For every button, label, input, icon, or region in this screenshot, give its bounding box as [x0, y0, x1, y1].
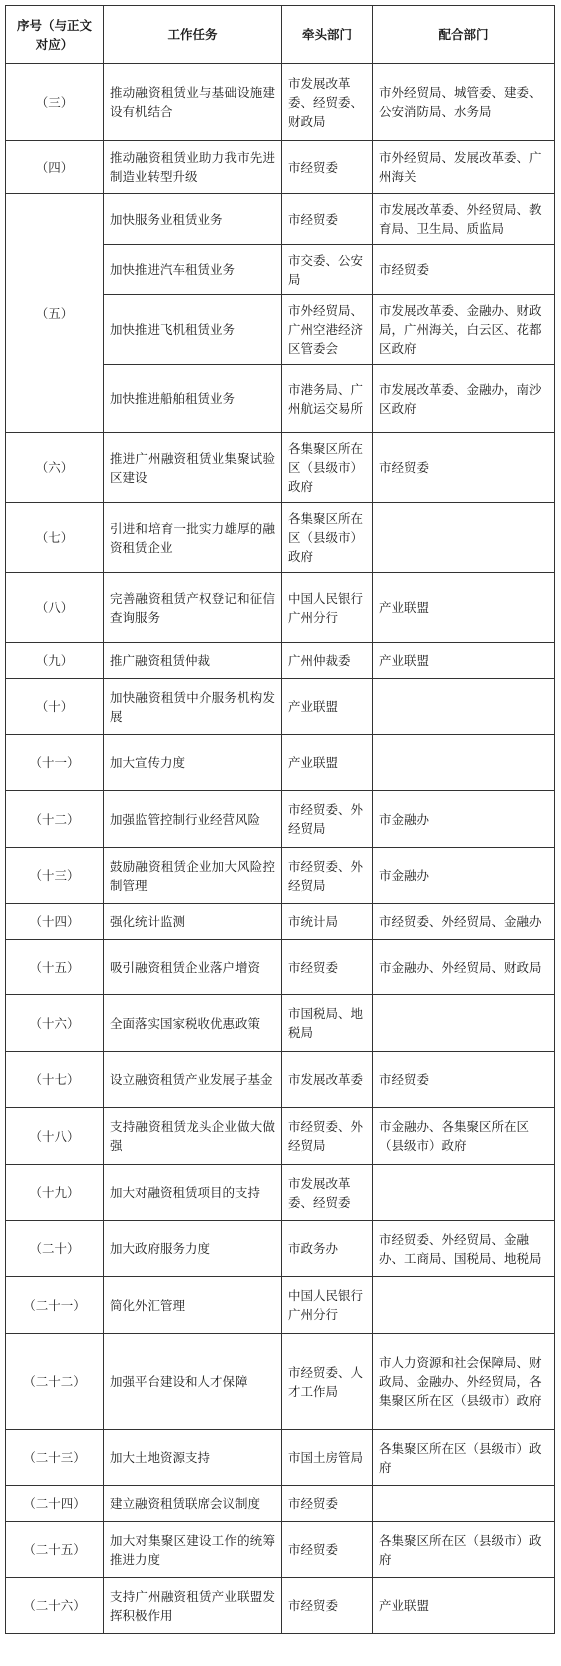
coop-cell: 市金融办、各集聚区所在区（县级市）政府 [373, 1108, 555, 1165]
seq-cell: （十二） [6, 791, 104, 848]
header-lead: 牵头部门 [282, 6, 373, 64]
coop-cell: 产业联盟 [373, 573, 555, 643]
coop-cell: 市金融办 [373, 791, 555, 848]
task-table [5, 5, 555, 1634]
table-row [6, 1165, 555, 1221]
coop-cell: 市经贸委、外经贸局、金融办、工商局、国税局、地税局 [373, 1221, 555, 1277]
seq-cell: （十九） [6, 1165, 104, 1221]
coop-cell: 市金融办、外经贸局、财政局 [373, 940, 555, 995]
coop-cell [373, 679, 555, 735]
task-cell: 加强监管控制行业经营风险 [104, 791, 282, 848]
seq-cell: （六） [6, 433, 104, 503]
lead-cell: 市统计局 [282, 904, 373, 940]
table-row [6, 1108, 555, 1165]
lead-cell: 市发展改革委、经贸委、财政局 [282, 64, 373, 141]
table-row [6, 679, 555, 735]
task-cell: 建立融资租赁联席会议制度 [104, 1486, 282, 1522]
table-row [6, 940, 555, 995]
seq-cell: （二十一） [6, 1277, 104, 1334]
seq-cell: （十一） [6, 735, 104, 791]
table-row [6, 735, 555, 791]
task-cell: 加快推进船舶租赁业务 [104, 365, 282, 433]
task-cell: 引进和培育一批实力雄厚的融资租赁企业 [104, 503, 282, 573]
coop-cell: 市发展改革委、金融办，南沙区政府 [373, 365, 555, 433]
task-cell: 完善融资租赁产权登记和征信查询服务 [104, 573, 282, 643]
seq-cell: （十四） [6, 904, 104, 940]
table-row [6, 1052, 555, 1108]
task-cell: 推动融资租赁业助力我市先进制造业转型升级 [104, 141, 282, 194]
task-cell: 加大对集聚区建设工作的统筹推进力度 [104, 1522, 282, 1578]
table-row [6, 1578, 555, 1634]
lead-cell: 中国人民银行广州分行 [282, 1277, 373, 1334]
table-row [6, 995, 555, 1052]
lead-cell: 市外经贸局、广州空港经济区管委会 [282, 295, 373, 365]
table-row [6, 1522, 555, 1578]
task-cell: 加快推进汽车租赁业务 [104, 245, 282, 295]
lead-cell: 市经贸委、外经贸局 [282, 791, 373, 848]
lead-cell: 市经贸委 [282, 940, 373, 995]
task-cell: 全面落实国家税收优惠政策 [104, 995, 282, 1052]
task-cell: 加大对融资租赁项目的支持 [104, 1165, 282, 1221]
coop-cell [373, 1165, 555, 1221]
table-row [6, 573, 555, 643]
coop-cell: 产业联盟 [373, 1578, 555, 1634]
seq-cell: （五） [6, 194, 104, 433]
task-cell: 设立融资租赁产业发展子基金 [104, 1052, 282, 1108]
task-cell: 加快推进飞机租赁业务 [104, 295, 282, 365]
lead-cell: 市政务办 [282, 1221, 373, 1277]
coop-cell: 市外经贸局、发展改革委、广州海关 [373, 141, 555, 194]
seq-cell: （二十三） [6, 1430, 104, 1486]
seq-cell: （十三） [6, 848, 104, 904]
seq-cell: （十五） [6, 940, 104, 995]
lead-cell: 市经贸委、外经贸局 [282, 848, 373, 904]
lead-cell: 市经贸委、人才工作局 [282, 1334, 373, 1430]
lead-cell: 市国土房管局 [282, 1430, 373, 1486]
header-row [6, 6, 555, 64]
lead-cell: 市经贸委 [282, 1578, 373, 1634]
coop-cell [373, 1277, 555, 1334]
lead-cell: 各集聚区所在区（县级市）政府 [282, 433, 373, 503]
table-row [6, 643, 555, 679]
coop-cell: 市经贸委 [373, 433, 555, 503]
seq-cell: （二十） [6, 1221, 104, 1277]
lead-cell: 市经贸委 [282, 1486, 373, 1522]
table-row [6, 1334, 555, 1430]
coop-cell [373, 735, 555, 791]
seq-cell: （十） [6, 679, 104, 735]
task-cell: 吸引融资租赁企业落户增资 [104, 940, 282, 995]
seq-cell: （二十四） [6, 1486, 104, 1522]
coop-cell: 市金融办 [373, 848, 555, 904]
table-row [6, 194, 555, 245]
lead-cell: 市港务局、广州航运交易所 [282, 365, 373, 433]
task-cell: 加大政府服务力度 [104, 1221, 282, 1277]
table-row [6, 904, 555, 940]
table-row [6, 503, 555, 573]
lead-cell: 市发展改革委、经贸委 [282, 1165, 373, 1221]
lead-cell: 产业联盟 [282, 735, 373, 791]
coop-cell: 市经贸委 [373, 245, 555, 295]
seq-cell: （二十二） [6, 1334, 104, 1430]
table-row [6, 141, 555, 194]
coop-cell: 产业联盟 [373, 643, 555, 679]
seq-cell: （九） [6, 643, 104, 679]
task-cell: 推广融资租赁仲裁 [104, 643, 282, 679]
seq-cell: （三） [6, 64, 104, 141]
seq-cell: （四） [6, 141, 104, 194]
task-cell: 支持融资租赁龙头企业做大做强 [104, 1108, 282, 1165]
table-row [6, 64, 555, 141]
lead-cell: 中国人民银行广州分行 [282, 573, 373, 643]
coop-cell [373, 503, 555, 573]
seq-cell: （二十五） [6, 1522, 104, 1578]
table-row [6, 1221, 555, 1277]
seq-cell: （十六） [6, 995, 104, 1052]
task-cell: 推动融资租赁业与基础设施建设有机结合 [104, 64, 282, 141]
coop-cell: 各集聚区所在区（县级市）政府 [373, 1430, 555, 1486]
coop-cell: 各集聚区所在区（县级市）政府 [373, 1522, 555, 1578]
lead-cell: 市经贸委 [282, 141, 373, 194]
task-cell: 支持广州融资租赁产业联盟发挥积极作用 [104, 1578, 282, 1634]
header-task: 工作任务 [104, 6, 282, 64]
coop-cell: 市发展改革委、金融办、财政局，广州海关，白云区、花都区政府 [373, 295, 555, 365]
coop-cell [373, 1486, 555, 1522]
lead-cell: 市交委、公安局 [282, 245, 373, 295]
task-cell: 推进广州融资租赁业集聚试验区建设 [104, 433, 282, 503]
lead-cell: 市国税局、地税局 [282, 995, 373, 1052]
task-cell: 加大土地资源支持 [104, 1430, 282, 1486]
coop-cell: 市外经贸局、城管委、建委、公安消防局、水务局 [373, 64, 555, 141]
lead-cell: 广州仲裁委 [282, 643, 373, 679]
seq-cell: （八） [6, 573, 104, 643]
task-cell: 加大宣传力度 [104, 735, 282, 791]
lead-cell: 产业联盟 [282, 679, 373, 735]
table-row [6, 791, 555, 848]
header-seq: 序号（与正文对应） [6, 6, 104, 64]
table-row [6, 433, 555, 503]
task-cell: 加快融资租赁中介服务机构发展 [104, 679, 282, 735]
coop-cell [373, 995, 555, 1052]
task-cell: 加快服务业租赁业务 [104, 194, 282, 245]
lead-cell: 市经贸委、外经贸局 [282, 1108, 373, 1165]
lead-cell: 市经贸委 [282, 194, 373, 245]
coop-cell: 市经贸委 [373, 1052, 555, 1108]
seq-cell: （十八） [6, 1108, 104, 1165]
seq-cell: （十七） [6, 1052, 104, 1108]
lead-cell: 市发展改革委 [282, 1052, 373, 1108]
seq-cell: （二十六） [6, 1578, 104, 1634]
table-row [6, 1430, 555, 1486]
table-row [6, 1277, 555, 1334]
lead-cell: 市经贸委 [282, 1522, 373, 1578]
task-cell: 加强平台建设和人才保障 [104, 1334, 282, 1430]
seq-cell: （七） [6, 503, 104, 573]
task-cell: 鼓励融资租赁企业加大风险控制管理 [104, 848, 282, 904]
coop-cell: 市发展改革委、外经贸局、教育局、卫生局、质监局 [373, 194, 555, 245]
task-cell: 强化统计监测 [104, 904, 282, 940]
coop-cell: 市人力资源和社会保障局、财政局、金融办、外经贸局，各集聚区所在区（县级市）政府 [373, 1334, 555, 1430]
header-coop: 配合部门 [373, 6, 555, 64]
task-cell: 简化外汇管理 [104, 1277, 282, 1334]
table-row [6, 1486, 555, 1522]
lead-cell: 各集聚区所在区（县级市）政府 [282, 503, 373, 573]
coop-cell: 市经贸委、外经贸局、金融办 [373, 904, 555, 940]
table-row [6, 848, 555, 904]
